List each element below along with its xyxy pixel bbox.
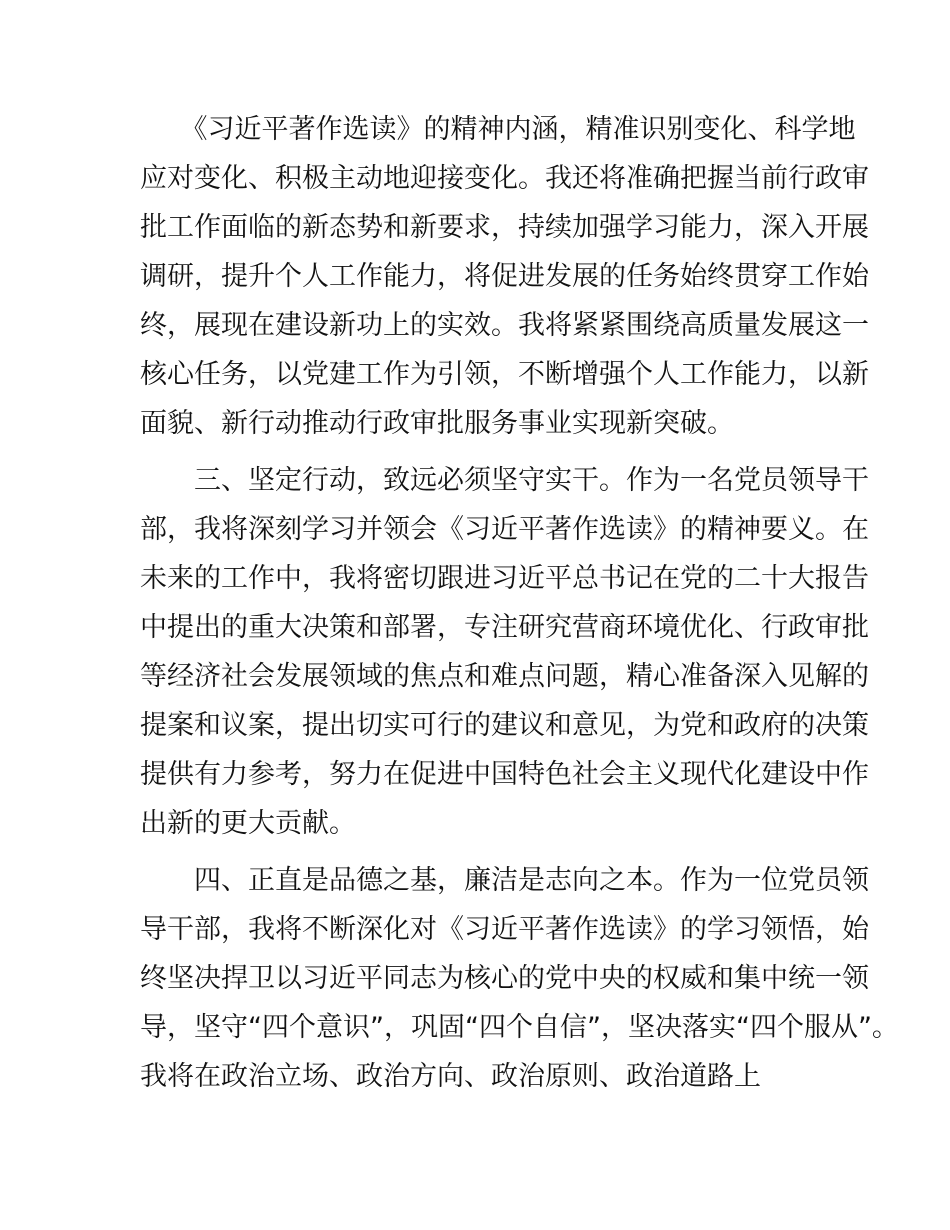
text-line: 导干部，我将不断深化对《习近平著作选读》的学习领悟，始 [140,914,869,945]
text-line: 批工作面临的新态势和新要求，持续加强学习能力，深入开展 [140,212,869,243]
text-line: 提案和议案，提出切实可行的建议和意见，为党和政府的决策 [140,710,869,741]
paragraph-gap [140,448,820,456]
text-line: 等经济社会发展领域的焦点和难点问题，精心准备深入见解的 [140,661,869,692]
text-line: 调研，提升个人工作能力，将促进发展的任务始终贯穿工作始 [140,261,869,292]
paragraph-3 [140,856,899,1101]
text-line: 四、正直是品德之基，廉洁是志向之本。作为一位党员领 [140,865,869,896]
text-line: 面貌、新行动推动行政审批服务事业实现新突破。 [140,408,734,439]
text-line: 三、坚定行动，致远必须坚守实干。作为一名党员领导干 [140,465,869,496]
paragraph-1 [140,105,869,448]
text-line: 终坚决捍卫以习近平同志为核心的党中央的权威和集中统一领 [140,963,869,994]
text-line: 部，我将深刻学习并领会《习近平著作选读》的精神要义。在 [140,514,869,545]
document-body [140,105,899,1101]
text-line: 《习近平著作选读》的精神内涵，精准识别变化、科学地 [140,114,856,145]
text-line: 未来的工作中，我将密切跟进习近平总书记在党的二十大报告 [140,563,869,594]
text-line: 应对变化、积极主动地迎接变化。我还将准确把握当前行政审 [140,163,869,194]
text-line: 中提出的重大决策和部署，专注研究营商环境优化、行政审批 [140,612,869,643]
paragraph-2 [140,456,869,848]
text-line: 导，坚守“四个意识”，巩固“四个自信”，坚决落实“四个服从”。 [140,1012,899,1043]
text-line: 终，展现在建设新功上的实效。我将紧紧围绕高质量发展这一 [140,310,869,341]
paragraph-gap [140,848,820,856]
text-line: 出新的更大贡献。 [140,808,356,839]
text-line: 我将在政治立场、政治方向、政治原则、政治道路上 [140,1061,761,1092]
text-line: 核心任务，以党建工作为引领，不断增强个人工作能力，以新 [140,359,869,390]
text-line: 提供有力参考，努力在促进中国特色社会主义现代化建设中作 [140,759,869,790]
